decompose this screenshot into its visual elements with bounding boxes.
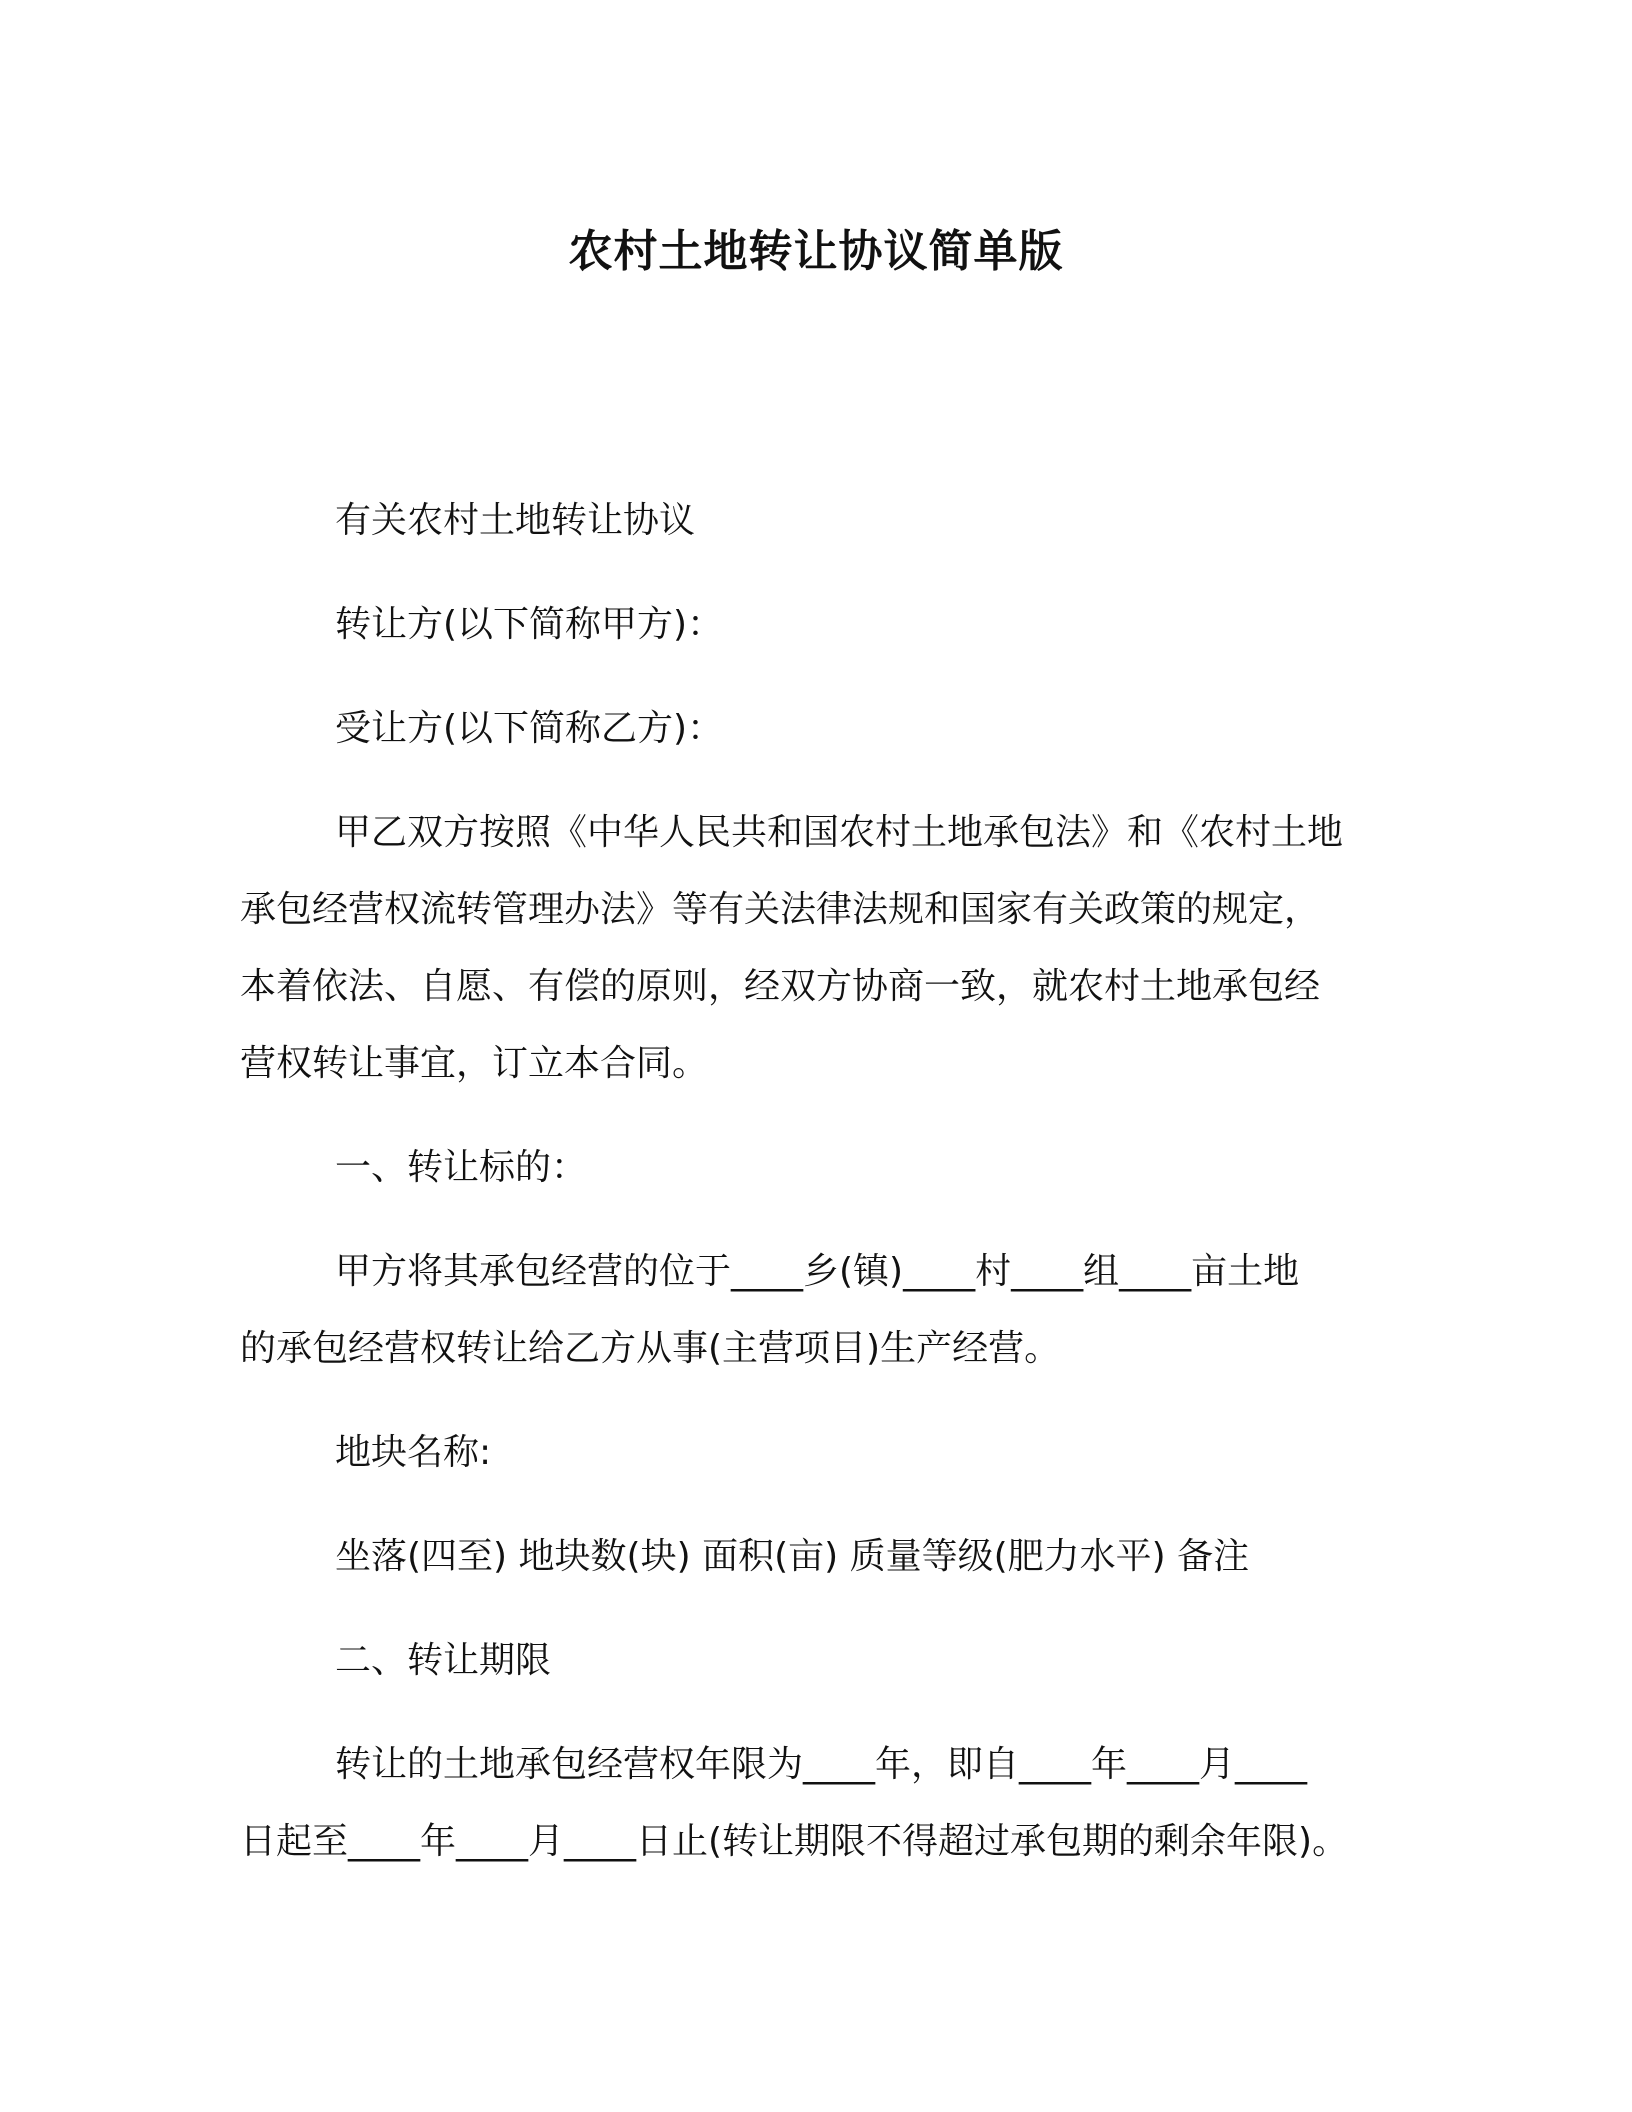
intro-paragraph-line-2: 承包经营权流转管理办法》等有关法律法规和国家有关政策的规定， [240, 889, 1321, 930]
plot-name-label: 地块名称: [335, 1432, 492, 1473]
term-paragraph-line-2: 日起至____年____月____日止(转让期限不得超过承包期的剩余年限)。 [240, 1821, 1349, 1862]
intro-paragraph-line-1: 甲乙双方按照《中华人民共和国农村土地承包法》和《农村土地 [335, 812, 1344, 853]
transferee-line: 受让方(以下简称乙方)： [335, 708, 724, 749]
paragraph-heading: 有关农村土地转让协议 [335, 500, 696, 541]
section-heading-2: 二、转让期限 [335, 1640, 552, 1681]
subject-paragraph-line-2: 的承包经营权转让给乙方从事(主营项目)生产经营。 [240, 1328, 1061, 1369]
transferor-line: 转让方(以下简称甲方)： [335, 604, 724, 645]
plot-table-header: 坐落(四至) 地块数(块) 面积(亩) 质量等级(肥力水平) 备注 [335, 1536, 1250, 1577]
subject-paragraph-line-1: 甲方将其承包经营的位于____乡(镇)____村____组____亩土地 [335, 1251, 1300, 1292]
section-heading-1: 一、转让标的： [335, 1147, 588, 1188]
intro-paragraph-line-4: 营权转让事宜，订立本合同。 [240, 1043, 709, 1084]
term-paragraph-line-1: 转让的土地承包经营权年限为____年，即自____年____月____ [335, 1744, 1308, 1785]
document-title: 农村土地转让协议简单版 [568, 226, 1064, 277]
intro-paragraph-line-3: 本着依法、自愿、有偿的原则，经双方协商一致，就农村土地承包经 [240, 966, 1321, 1007]
